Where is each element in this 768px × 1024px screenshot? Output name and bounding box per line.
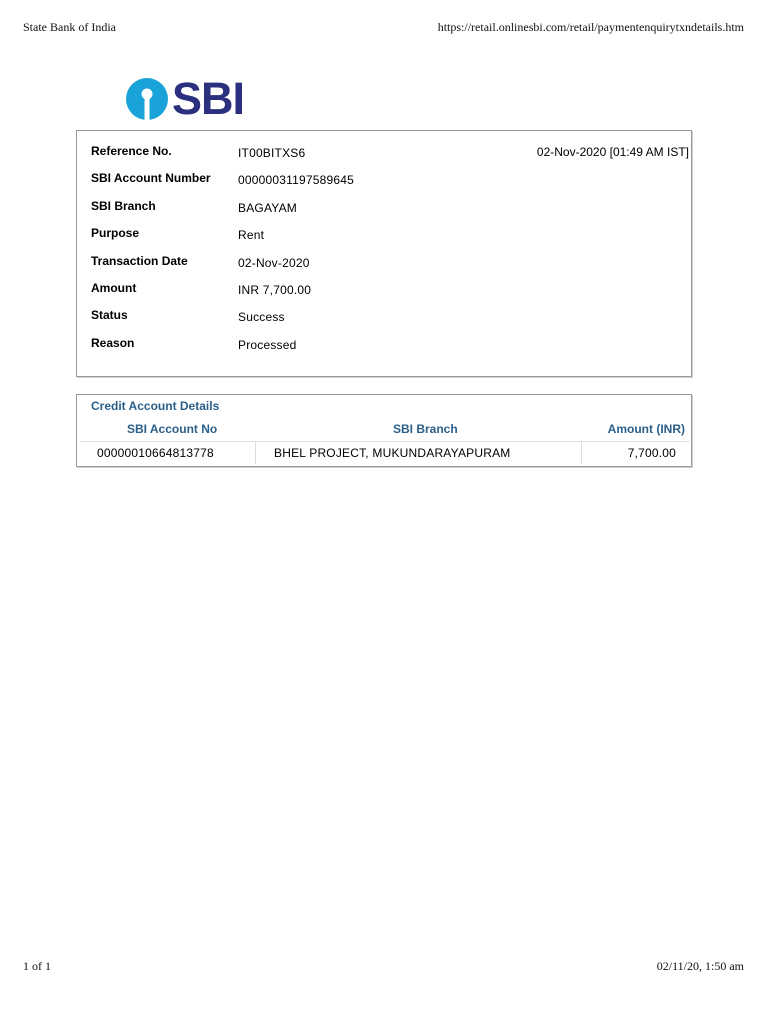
detail-value: Success [238, 310, 285, 324]
transaction-details-panel [76, 130, 692, 377]
detail-value: INR 7,700.00 [238, 283, 312, 297]
sbi-logo [125, 73, 245, 124]
detail-label: Purpose [91, 226, 140, 240]
detail-label: SBI Branch [91, 199, 156, 213]
detail-label: Reference No. [91, 144, 172, 158]
column-header-amount: Amount (INR) [607, 422, 685, 436]
cell-account-no: 00000010664813778 [97, 446, 214, 460]
credit-account-title: Credit Account Details [91, 399, 220, 413]
sbi-logo-text: SBI [172, 73, 245, 124]
cell-branch: BHEL PROJECT, MUKUNDARAYAPURAM [274, 446, 511, 460]
detail-value: BAGAYAM [238, 201, 297, 215]
cell-divider [255, 442, 256, 464]
detail-value: 02-Nov-2020 [238, 256, 310, 270]
table-row [79, 441, 690, 464]
detail-label: Reason [91, 336, 135, 350]
cell-amount: 7,700.00 [627, 446, 676, 460]
print-header-url: https://retail.onlinesbi.com/retail/paymentenquirytxndetails.htm [437, 20, 744, 34]
column-header-branch: SBI Branch [393, 422, 458, 436]
sbi-logo-icon [125, 77, 169, 121]
column-header-account-no: SBI Account No [127, 422, 218, 436]
detail-label: Transaction Date [91, 254, 188, 268]
print-footer-timestamp: 02/11/20, 1:50 am [656, 959, 744, 973]
detail-label: Amount [91, 281, 137, 295]
transaction-timestamp: 02-Nov-2020 [01:49 AM IST] [536, 145, 689, 159]
print-footer-page: 1 of 1 [23, 959, 51, 973]
detail-label: SBI Account Number [91, 171, 211, 185]
detail-value: IT00BITXS6 [238, 146, 306, 160]
detail-value: Processed [238, 338, 297, 352]
print-header-title: State Bank of India [23, 20, 116, 34]
cell-divider [581, 442, 582, 464]
detail-value: 00000031197589645 [238, 173, 354, 187]
credit-account-panel [76, 394, 692, 467]
detail-value: Rent [238, 228, 265, 242]
detail-label: Status [91, 308, 128, 322]
